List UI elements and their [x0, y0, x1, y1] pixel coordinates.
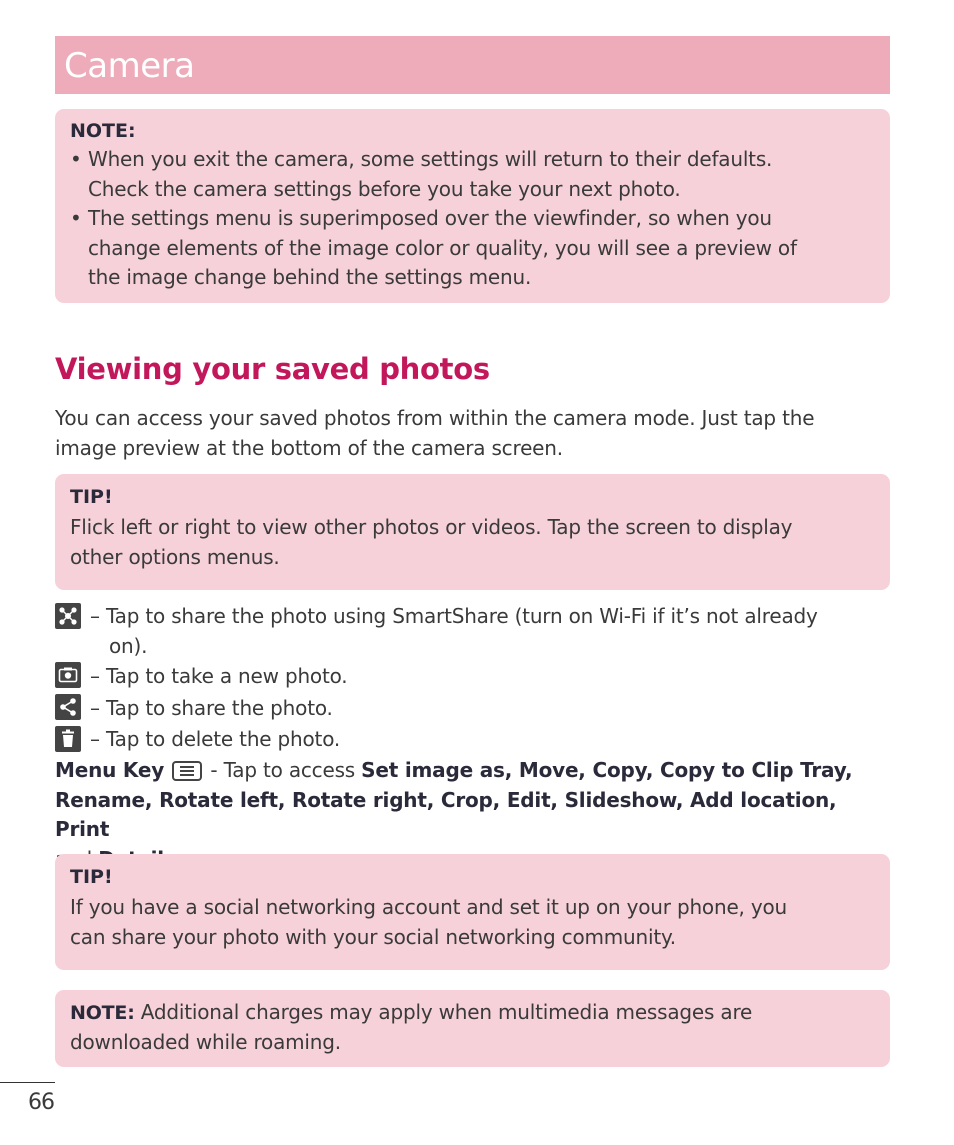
note-label: NOTE:	[70, 120, 136, 142]
bullet-text-line: the image change behind the settings menu.	[88, 265, 532, 289]
note-box	[55, 109, 890, 303]
section-heading: Viewing your saved photos	[55, 352, 490, 386]
share-row	[55, 693, 895, 723]
trash-icon[interactable]	[55, 726, 81, 752]
intro-line: You can access your saved photos from within the camera mode. Just tap the	[55, 406, 815, 430]
tip-line: Flick left or right to view other photos or videos. Tap the screen to display	[70, 515, 793, 539]
share-icon[interactable]	[55, 694, 81, 720]
smartshare-icon[interactable]	[55, 603, 81, 629]
list-item	[70, 204, 868, 293]
tip-label: TIP!	[70, 486, 113, 508]
note-bullet-list	[70, 145, 868, 293]
bullet-text-line: change elements of the image color or quality, you will see a preview of	[88, 235, 797, 260]
description-line: – Tap to share the photo using SmartShare (turn on Wi-Fi if it’s not already	[90, 604, 818, 628]
share-description: – Tap to share the photo.	[90, 696, 333, 720]
note-text	[70, 998, 868, 1057]
tip-line: If you have a social networking account and set it up on your phone, you	[70, 895, 788, 919]
intro-line: image preview at the bottom of the camera screen.	[55, 435, 563, 460]
menu-options-line: Rename, Rotate left, Rotate right, Crop, Edit, Slideshow, Add location, Print	[55, 787, 837, 841]
camera-row	[55, 661, 895, 691]
bullet-icon: •	[70, 206, 82, 230]
menu-key-label: Menu Key	[55, 758, 165, 782]
tip-text	[70, 893, 868, 952]
tip-text	[70, 513, 868, 572]
camera-description: – Tap to take a new photo.	[90, 664, 348, 688]
description-line: on).	[109, 634, 148, 658]
note-box	[55, 990, 890, 1067]
menu-options-line: Set image as, Move, Copy, Copy to Clip Tray,	[361, 758, 853, 782]
tip-line: can share your photo with your social networking community.	[70, 924, 676, 949]
tip-box	[55, 854, 890, 970]
smartshare-description	[90, 601, 895, 661]
smartshare-row	[55, 601, 895, 661]
menu-key-text: - Tap to access	[204, 758, 362, 782]
bullet-text-line: The settings menu is superimposed over the viewfinder, so when you	[88, 206, 772, 230]
bullet-text-line: Check the camera settings before you take your next photo.	[88, 176, 681, 201]
note-line: downloaded while roaming.	[70, 1029, 341, 1054]
tip-label: TIP!	[70, 866, 113, 888]
note-label: NOTE:	[70, 1002, 135, 1024]
delete-description: – Tap to delete the photo.	[90, 727, 341, 751]
delete-row	[55, 724, 895, 754]
chapter-title: Camera	[64, 46, 195, 86]
menu-icon[interactable]	[172, 761, 202, 781]
bullet-icon: •	[70, 147, 82, 171]
note-line: Additional charges may apply when multimedia messages are	[134, 1000, 753, 1024]
chapter-header	[55, 36, 890, 94]
intro-paragraph	[55, 404, 895, 463]
tip-line: other options menus.	[70, 544, 280, 569]
tip-box	[55, 474, 890, 590]
camera-icon[interactable]	[55, 662, 81, 688]
bullet-text-line: When you exit the camera, some settings will return to their defaults.	[88, 147, 773, 171]
list-item	[70, 145, 868, 204]
page-divider	[0, 1082, 55, 1083]
page-number: 66	[28, 1090, 54, 1115]
